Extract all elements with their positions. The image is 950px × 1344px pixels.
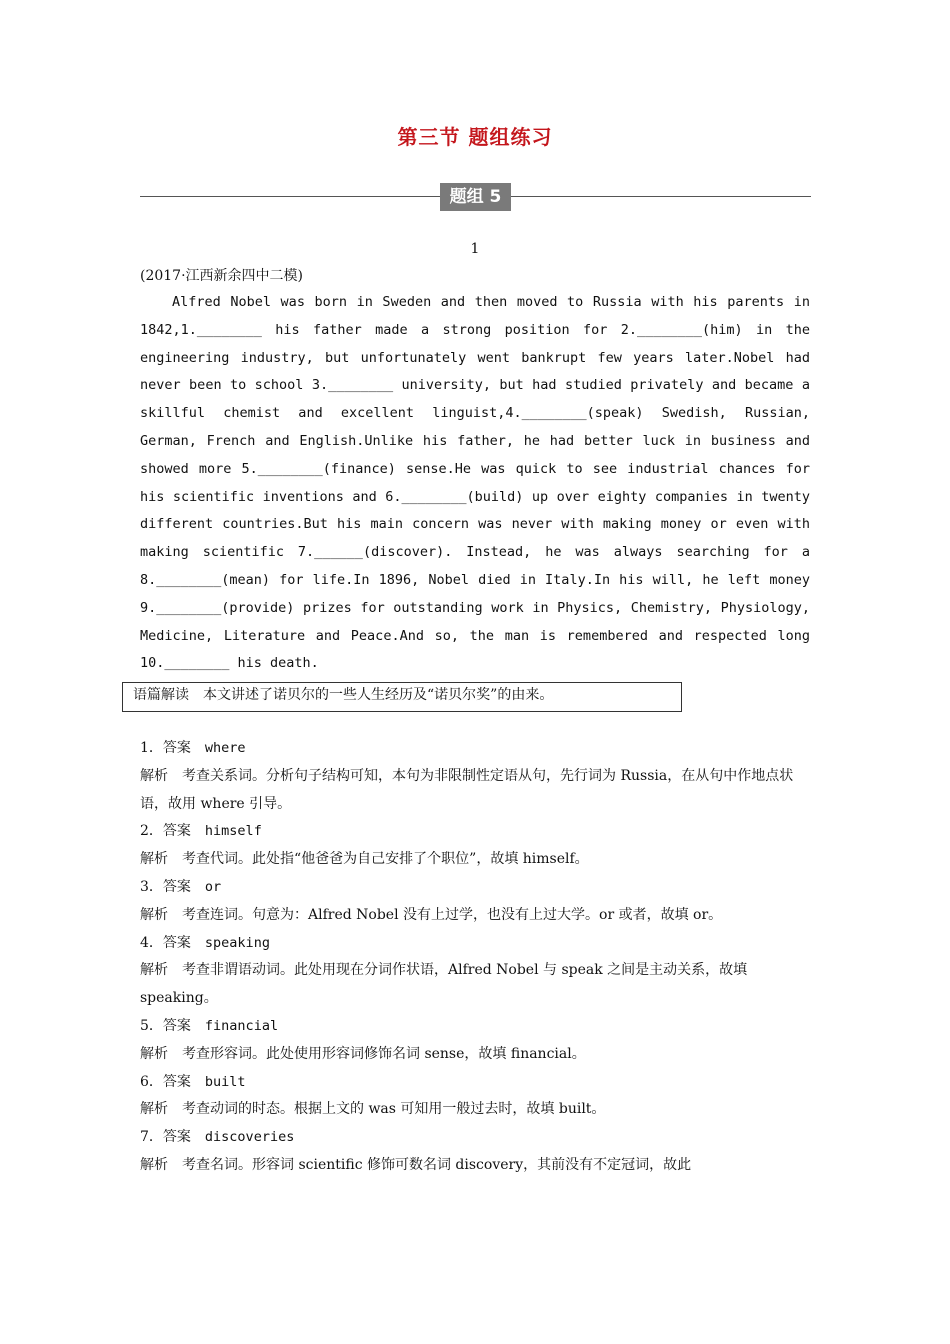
answer-number: 7． — [140, 1129, 163, 1146]
analysis-text: 考查连词。句意为：Alfred Nobel 没有上过学，也没有上过大学。or 或者，故填 or。 — [182, 906, 723, 923]
answer-value: speaking — [204, 934, 270, 951]
answer-number: 5． — [140, 1017, 163, 1034]
analysis-text: 考查形容词。此处使用形容词修饰名词 sense，故填 financial。 — [182, 1045, 586, 1062]
divider-left — [140, 196, 440, 197]
analysis-label: 解析 — [140, 1045, 168, 1062]
answer-label: 答案 — [162, 823, 191, 840]
answer-item — [140, 735, 820, 818]
answer-value: discoveries — [204, 1129, 295, 1146]
analysis-label: 解析 — [140, 1156, 168, 1173]
analysis-label: 解析 — [140, 962, 168, 979]
analysis-label: 解析 — [140, 906, 168, 923]
analysis-text: 考查代词。此处指“他爸爸为自己安排了个职位”，故填 himself。 — [182, 851, 589, 868]
analysis-text: 考查关系词。分析句子结构可知，本句为非限制性定语从句，先行词为 Russia，在从句中作地点状语，故用 where 引导。 — [140, 767, 794, 812]
analysis-label: 解析 — [140, 1101, 168, 1118]
answer-item — [140, 1069, 820, 1125]
answer-value: where — [204, 740, 246, 756]
answer-value: or — [204, 878, 222, 895]
answer-item — [140, 818, 820, 874]
answer-label: 答案 — [162, 1017, 191, 1034]
answer-label: 答案 — [162, 1129, 191, 1146]
summary-box — [122, 682, 682, 712]
answer-label: 答案 — [162, 1073, 191, 1090]
answer-label: 答案 — [162, 878, 191, 895]
analysis-text: 考查名词。形容词 scientific 修饰可数名词 discovery，其前没有不定冠词，故此 — [182, 1156, 692, 1173]
answer-number: 2． — [140, 823, 163, 840]
page-title: 第三节 题组练习 — [397, 125, 553, 149]
answer-list — [140, 735, 820, 1180]
passage-text: Alfred Nobel was born in Sweden and then moved to Russia with his parents in 1842,1.________ his father made a strong position for 2.________(him) in the engineering industry, but unfortunately went bankrupt few years later.Nobel had never been to school 3.________ university, but had studied privately and became a skillful chemist and excellent linguist,4.________(speak) Swedish, Russian, German, French and English.Unlike his father, he had better luck in business and showed more 5.________(finance) sense.He was quick to see industrial chances for his scientific inventions and 6.________(build) up over eighty companies in twenty different countries.But his main concern was never with making money or even with making scientific 7.______(discover). Instead, he was always searching for a 8.________(mean) for life.In 1896, Nobel died in Italy.In his will, he left money 9.________(provide) prizes for outstanding work in Physics, Chemistry, Physiology, Medicine, Literature and Peace.And so, the man is remembered and respected long 10.________ his death. — [140, 294, 810, 672]
analysis-label: 解析 — [140, 767, 168, 784]
answer-item — [140, 874, 820, 930]
summary-text: 本文讲述了诺贝尔的一些人生经历及“诺贝尔奖”的由来。 — [203, 687, 554, 703]
answer-number: 3． — [140, 878, 163, 895]
summary — [133, 684, 553, 704]
analysis-label: 解析 — [140, 851, 168, 868]
answer-value: built — [204, 1073, 246, 1090]
question-source: (2017·江西新余四中二模) — [140, 268, 304, 284]
analysis-text: 考查非谓语动词。此处用现在分词作状语，Alfred Nobel 与 speak 之间是主动关系，故填 speaking。 — [140, 962, 748, 1007]
passage — [140, 289, 810, 678]
question-number: 1 — [470, 241, 480, 257]
answer-value: financial — [204, 1017, 279, 1034]
answer-number: 6． — [140, 1073, 163, 1090]
analysis-text: 考查动词的时态。根据上文的 was 可知用一般过去时，故填 built。 — [182, 1101, 606, 1118]
summary-label: 语篇解读 — [133, 687, 189, 703]
answer-number: 1． — [140, 740, 163, 756]
group-badge: 题组 5 — [440, 183, 511, 211]
answer-item — [140, 1013, 820, 1069]
divider-right — [511, 196, 811, 197]
answer-label: 答案 — [162, 740, 191, 756]
answer-label: 答案 — [162, 934, 191, 951]
answer-item — [140, 1124, 820, 1180]
answer-number: 4． — [140, 934, 163, 951]
answer-value: himself — [204, 823, 262, 840]
answer-item — [140, 930, 820, 1013]
